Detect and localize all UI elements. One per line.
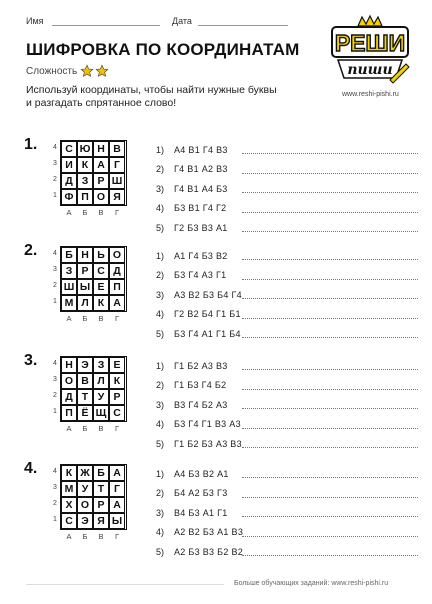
task-row: [156, 376, 418, 396]
exercise-4: [0, 460, 432, 568]
row-number: 2: [53, 282, 57, 289]
grid-cell: В: [109, 141, 125, 157]
column-letter: А: [66, 208, 72, 217]
reshi-pishi-logo: [328, 14, 412, 90]
task-coordinates: Б3 Г4 А3 Г1: [174, 270, 227, 281]
task-coordinates: Б3 В1 Г4 Г2: [174, 203, 227, 214]
grid-cell: Я: [93, 513, 109, 529]
task-number: 3): [156, 289, 165, 300]
grid-cell: О: [109, 247, 125, 263]
row-number: 3: [53, 266, 57, 273]
row-number: 4: [53, 360, 57, 367]
answer-line[interactable]: [242, 184, 418, 193]
grid-cell: З: [93, 357, 109, 373]
answer-line[interactable]: [242, 223, 418, 232]
column-letter: Б: [82, 314, 88, 323]
column-letters: [61, 424, 127, 433]
grid-cell: Б: [61, 247, 77, 263]
task-number: 2): [156, 380, 165, 391]
grid-cell: К: [93, 295, 109, 311]
grid-cell: О: [93, 189, 109, 205]
grid-cell: А: [93, 157, 109, 173]
answer-line[interactable]: [242, 145, 418, 154]
instructions-line-2: и разгадать спрятанное слово!: [26, 97, 177, 109]
answer-line[interactable]: [242, 271, 418, 280]
logo-bottom-text: пиши: [347, 62, 393, 78]
exercise-3: [0, 352, 432, 460]
row-number: 1: [53, 408, 57, 415]
task-row: [156, 324, 418, 344]
column-letter: Г: [114, 424, 120, 433]
task-number: 2): [156, 270, 165, 281]
grid-cell: М: [61, 295, 77, 311]
task-row: [156, 266, 418, 286]
exercise-number: 2.: [24, 242, 38, 259]
task-coordinates: Г1 Б2 А3 В3: [174, 360, 228, 371]
grid-cell: В: [77, 373, 93, 389]
grid-cell: П: [109, 279, 125, 295]
grid-cell: Ф: [61, 189, 77, 205]
column-letter: Г: [114, 208, 120, 217]
column-letter: А: [66, 314, 72, 323]
task-coordinates: Б3 Г4 А1 Г1 Б4: [174, 328, 241, 339]
coordinate-grid-wrap: [53, 464, 127, 541]
task-coordinates: Г4 В1 А4 Б3: [174, 183, 228, 194]
grid-cell: Ю: [77, 141, 93, 157]
row-number: 4: [53, 250, 57, 257]
grid-cell: О: [77, 497, 93, 513]
grid-cell: Р: [93, 497, 109, 513]
column-letter: Б: [82, 532, 88, 541]
exercise-number: 3.: [24, 352, 38, 369]
column-letters: [61, 314, 127, 323]
answer-line[interactable]: [242, 508, 418, 517]
logo-crown-icon: [358, 16, 382, 26]
task-number: 2): [156, 488, 165, 499]
answer-line[interactable]: [242, 400, 418, 409]
row-number: 2: [53, 392, 57, 399]
task-list: [156, 356, 418, 454]
task-row: [156, 199, 418, 219]
grid-cell: К: [109, 373, 125, 389]
grid-cell: Р: [109, 389, 125, 405]
task-coordinates: Б4 А2 Б3 Г3: [174, 488, 228, 499]
grid-cell: Л: [77, 295, 93, 311]
row-number: 1: [53, 192, 57, 199]
answer-line[interactable]: [242, 310, 418, 319]
grid-cell: Е: [93, 279, 109, 295]
row-number: 4: [53, 144, 57, 151]
letter-grid: [60, 464, 127, 530]
logo-url[interactable]: www.reshi-pishi.ru: [342, 91, 399, 98]
grid-cell: Д: [61, 173, 77, 189]
task-coordinates: В4 Б3 А1 Г1: [174, 507, 228, 518]
task-number: 5): [156, 438, 165, 449]
grid-cell: Э: [77, 513, 93, 529]
task-row: [156, 484, 418, 504]
task-number: 1): [156, 250, 165, 261]
grid-cell: С: [109, 405, 125, 421]
task-coordinates: А4 В1 Г4 В3: [174, 144, 228, 155]
task-list: [156, 464, 418, 562]
answer-line[interactable]: [242, 528, 418, 537]
task-coordinates: В3 Г4 Б2 А3: [174, 399, 228, 410]
coordinate-grid-wrap: [53, 246, 127, 323]
grid-cell: П: [61, 405, 77, 421]
grid-cell: Г: [109, 157, 125, 173]
grid-cell: Л: [93, 373, 109, 389]
grid-cell: Э: [77, 357, 93, 373]
grid-cell: Е: [109, 357, 125, 373]
row-numbers: [52, 464, 58, 528]
task-row: [156, 305, 418, 325]
task-list: [156, 140, 418, 238]
grid-cell: Ш: [109, 173, 125, 189]
answer-line[interactable]: [242, 290, 418, 299]
column-letter: А: [66, 424, 72, 433]
difficulty-stars: [80, 64, 110, 78]
grid-cell: К: [77, 157, 93, 173]
task-row: [156, 503, 418, 523]
grid-cell: Ы: [109, 513, 125, 529]
exercise-2: [0, 242, 432, 350]
task-list: [156, 246, 418, 344]
task-number: 4): [156, 419, 165, 430]
task-row: [156, 395, 418, 415]
grid-cell: Д: [109, 263, 125, 279]
row-number: 3: [53, 376, 57, 383]
row-number: 1: [53, 298, 57, 305]
task-row: [156, 542, 418, 562]
column-letter: Б: [82, 208, 88, 217]
date-label: Дата: [172, 16, 192, 26]
grid-cell: Ё: [77, 405, 93, 421]
logo-top-text: РЕШИ: [334, 30, 406, 56]
task-number: 1): [156, 468, 165, 479]
coordinate-grid-wrap: [53, 140, 127, 217]
grid-cell: У: [93, 389, 109, 405]
grid-cell: Н: [93, 141, 109, 157]
answer-line[interactable]: [242, 469, 418, 478]
row-number: 2: [53, 500, 57, 507]
task-coordinates: А2 Б3 В3 Б2 В2: [174, 546, 244, 557]
task-number: 5): [156, 222, 165, 233]
row-numbers: [52, 356, 58, 420]
footer-text: Больше обучающих заданий: www.reshi-pishi.ru: [234, 580, 389, 587]
task-coordinates: А3 В2 Б3 Б4 Г4: [174, 289, 242, 300]
task-coordinates: А1 Г4 Б3 В2: [174, 250, 228, 261]
grid-cell: Р: [93, 173, 109, 189]
task-number: 5): [156, 546, 165, 557]
grid-cell: Ь: [93, 247, 109, 263]
task-number: 1): [156, 144, 165, 155]
grid-cell: Щ: [93, 405, 109, 421]
letter-grid: [60, 140, 127, 206]
column-letter: Г: [114, 314, 120, 323]
task-number: 4): [156, 527, 165, 538]
row-numbers: [52, 140, 58, 204]
task-coordinates: Г1 Б3 Г4 Б2: [174, 380, 227, 391]
exercise-number: 1.: [24, 136, 38, 153]
row-number: 4: [53, 468, 57, 475]
grid-cell: Я: [109, 189, 125, 205]
task-number: 4): [156, 203, 165, 214]
task-number: 3): [156, 507, 165, 518]
difficulty-rating: [26, 64, 110, 78]
difficulty-label: Сложность: [26, 65, 78, 77]
grid-cell: Д: [61, 389, 77, 405]
grid-cell: Р: [77, 263, 93, 279]
column-letter: Б: [82, 424, 88, 433]
task-coordinates: Г2 Б3 В3 А1: [174, 222, 228, 233]
task-coordinates: Г4 В1 А2 В3: [174, 164, 228, 175]
page-title: ШИФРОВКА ПО КООРДИНАТАМ: [26, 40, 300, 59]
name-field-line[interactable]: [52, 25, 160, 26]
task-row: [156, 218, 418, 238]
answer-line[interactable]: [242, 361, 418, 370]
grid-cell: И: [61, 157, 77, 173]
grid-cell: Н: [61, 357, 77, 373]
grid-cell: А: [109, 465, 125, 481]
column-letters: [61, 532, 127, 541]
star-icon: [95, 64, 109, 78]
column-letter: В: [98, 208, 104, 217]
grid-cell: Ы: [77, 279, 93, 295]
column-letter: В: [98, 424, 104, 433]
task-row: [156, 434, 418, 454]
grid-cell: М: [61, 481, 77, 497]
task-coordinates: Г1 Б2 Б3 А3 В3: [174, 438, 242, 449]
grid-cell: О: [61, 373, 77, 389]
task-row: [156, 140, 418, 160]
row-number: 3: [53, 160, 57, 167]
grid-cell: А: [109, 295, 125, 311]
task-number: 3): [156, 183, 165, 194]
answer-line[interactable]: [242, 489, 418, 498]
task-number: 5): [156, 328, 165, 339]
task-row: [156, 160, 418, 180]
task-number: 3): [156, 399, 165, 410]
instructions-line-1: Используй координаты, чтобы найти нужные буквы: [26, 84, 277, 96]
exercise-number: 4.: [24, 460, 38, 477]
grid-cell: С: [93, 263, 109, 279]
row-numbers: [52, 246, 58, 310]
grid-cell: С: [61, 513, 77, 529]
letter-grid: [60, 246, 127, 312]
grid-cell: Х: [61, 497, 77, 513]
grid-cell: У: [77, 481, 93, 497]
task-number: 2): [156, 164, 165, 175]
exercise-1: [0, 136, 432, 244]
task-coordinates: Б3 Г4 Г1 В3 А3: [174, 419, 241, 430]
grid-cell: Н: [77, 247, 93, 263]
grid-cell: С: [61, 141, 77, 157]
date-field-line[interactable]: [198, 25, 288, 26]
star-icon: [80, 64, 94, 78]
column-letter: В: [98, 314, 104, 323]
task-coordinates: А2 В2 Б3 А1 В3: [174, 527, 244, 538]
grid-cell: Т: [93, 481, 109, 497]
answer-line[interactable]: [242, 547, 418, 556]
column-letters: [61, 208, 127, 217]
task-row: [156, 356, 418, 376]
grid-cell: П: [77, 189, 93, 205]
task-row: [156, 179, 418, 199]
answer-line[interactable]: [242, 439, 418, 448]
coordinate-grid-wrap: [53, 356, 127, 433]
task-coordinates: Г2 В2 Б4 Г1 Б1: [174, 309, 241, 320]
column-letter: А: [66, 532, 72, 541]
grid-cell: Г: [109, 481, 125, 497]
task-row: [156, 285, 418, 305]
task-row: [156, 415, 418, 435]
instructions: [26, 84, 306, 110]
grid-cell: З: [77, 173, 93, 189]
row-number: 2: [53, 176, 57, 183]
task-row: [156, 523, 418, 543]
answer-line[interactable]: [242, 381, 418, 390]
footer-divider: [26, 584, 224, 585]
answer-line[interactable]: [242, 251, 418, 260]
task-row: [156, 246, 418, 266]
task-row: [156, 464, 418, 484]
column-letter: В: [98, 532, 104, 541]
grid-cell: А: [109, 497, 125, 513]
answer-line[interactable]: [242, 329, 418, 338]
grid-cell: Б: [93, 465, 109, 481]
answer-line[interactable]: [242, 204, 418, 213]
row-number: 3: [53, 484, 57, 491]
column-letter: Г: [114, 532, 120, 541]
task-number: 4): [156, 309, 165, 320]
task-coordinates: А4 Б3 В2 А1: [174, 468, 229, 479]
grid-cell: Ш: [61, 279, 77, 295]
grid-cell: Ж: [77, 465, 93, 481]
grid-cell: К: [61, 465, 77, 481]
answer-line[interactable]: [242, 165, 418, 174]
letter-grid: [60, 356, 127, 422]
grid-cell: З: [61, 263, 77, 279]
task-number: 1): [156, 360, 165, 371]
name-label: Имя: [26, 16, 44, 26]
grid-cell: Т: [77, 389, 93, 405]
row-number: 1: [53, 516, 57, 523]
answer-line[interactable]: [242, 420, 418, 429]
